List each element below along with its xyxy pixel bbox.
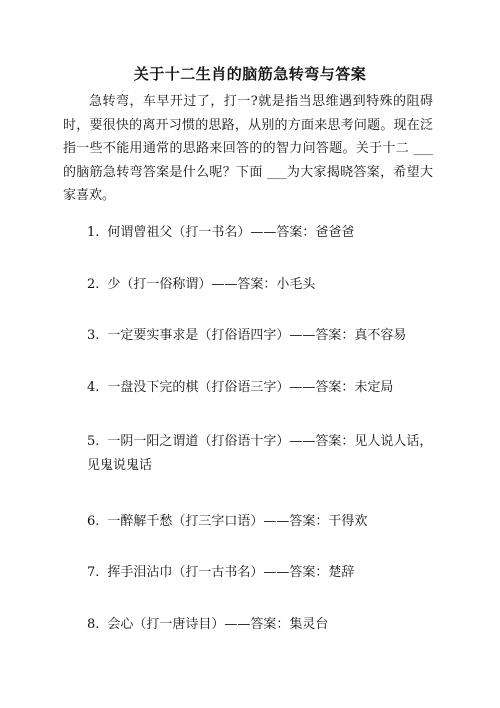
item-number: 3.	[87, 328, 100, 343]
item-number: 7.	[87, 565, 100, 580]
item-text: 一盘没下完的棋（打俗语三字）——答案：未定局	[107, 380, 394, 395]
item-text: 一醉解千愁（打三字口语）——答案：干得欢	[107, 514, 368, 529]
item-number: 4.	[87, 380, 100, 395]
intro-paragraph: 急转弯，车早开过了，打一?就是指当思维遇到特殊的阻碍时，要很快的离开习惯的思路，从别的方面来思考问题。现在泛指一些不能用通常的思路来回答的的智力问答题。关于十二 ___的脑筋急转弯答案是什么呢？下面 ___为大家揭晓答案，希望大家喜欢。	[63, 94, 433, 203]
item-number: 5.	[87, 434, 100, 449]
item-text: 会心（打一唐诗目）——答案：集灵台	[107, 617, 329, 632]
list-item	[87, 221, 427, 245]
item-text: 挥手泪沾巾（打一古书名）——答案：楚辞	[107, 565, 355, 580]
item-text: 何谓曾祖父（打一书名）——答案：爸爸爸	[107, 225, 355, 240]
item-number: 8.	[87, 617, 100, 632]
item-number: 1.	[87, 225, 100, 240]
list-item	[87, 510, 427, 534]
list-item	[87, 376, 427, 400]
list-item	[87, 324, 427, 348]
item-text: 一定要实事求是（打俗语四字）——答案：真不容易	[107, 328, 407, 343]
item-text: 少（打一俗称谓）——答案：小毛头	[107, 277, 316, 292]
list-item	[87, 613, 427, 637]
list-item	[87, 273, 427, 297]
item-text: 一阴一阳之谓道（打俗语十字）——答案：见人说人话，见鬼说鬼话	[87, 434, 433, 473]
item-line	[63, 430, 433, 478]
list-item	[63, 430, 433, 478]
list-item	[87, 561, 427, 585]
item-number: 2.	[87, 277, 100, 292]
document-title: 关于十二生肖的脑筋急转弯与答案	[133, 65, 367, 83]
item-number: 6.	[87, 514, 100, 529]
